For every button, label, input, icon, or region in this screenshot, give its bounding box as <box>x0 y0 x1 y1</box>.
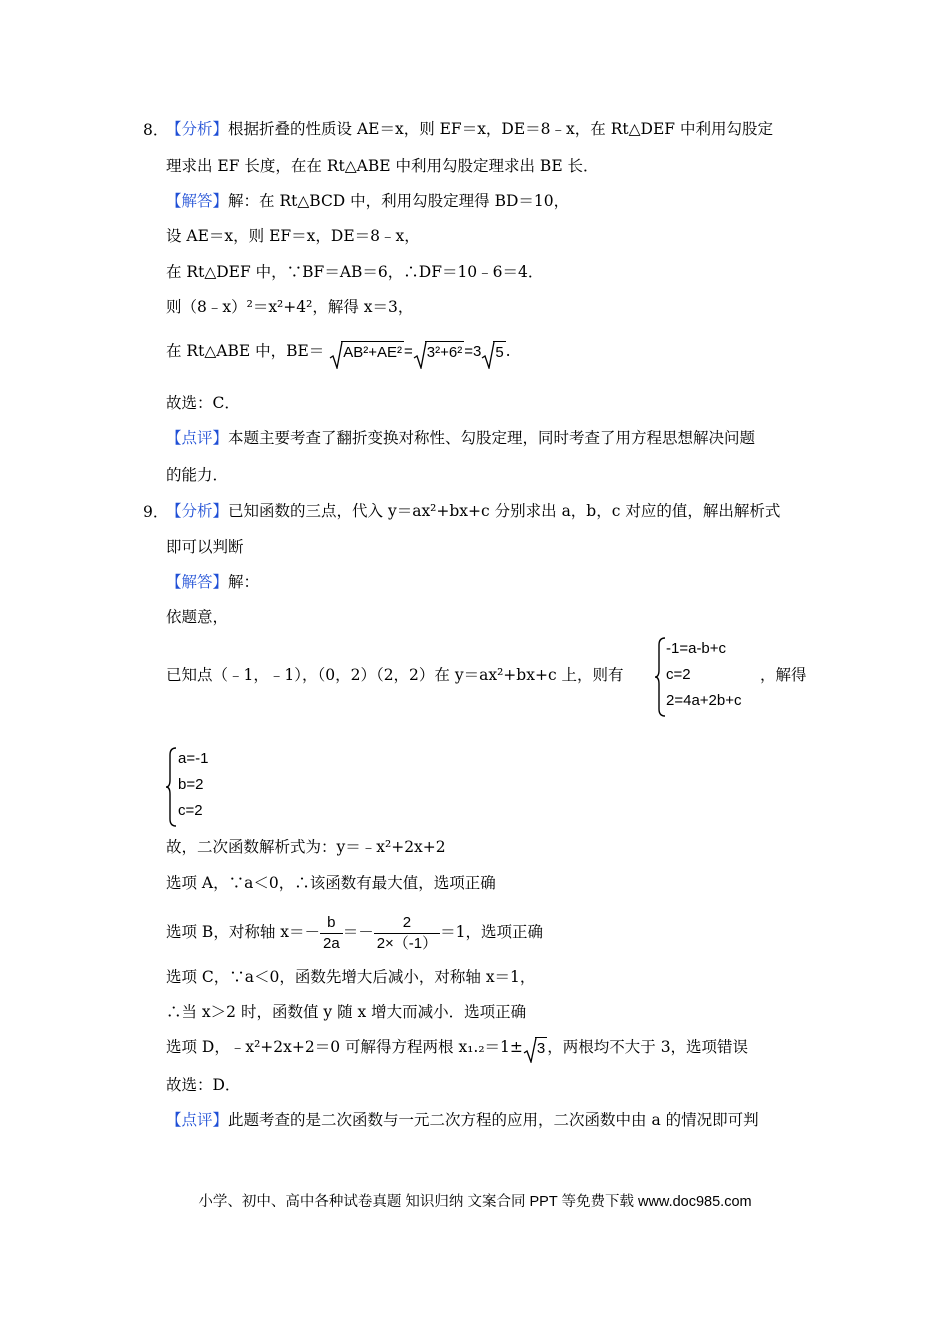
q9-expression: 故，二次函数解析式为：y＝﹣x²+2x+2 <box>166 838 446 856</box>
q8-solution-line3: 在 Rt△DEF 中，∵BF＝AB＝6，∴DF＝10﹣6＝4． <box>166 263 544 281</box>
q8-solution-line4: 则（8﹣x）²＝x²+4²，解得 x＝3， <box>166 298 414 316</box>
q9-solve-word: ，解得 <box>760 666 807 684</box>
q9-solution-line1 <box>166 571 259 593</box>
q9-option-d <box>166 1036 748 1060</box>
q9-analysis-text1: 已知函数的三点，代入 y＝ax²+bx+c 分别求出 a，b，c 对应的值，解出解析式 <box>228 502 781 520</box>
system1-row3: 2=4a+2b+c <box>666 692 742 709</box>
q8-analysis-text1: 根据折叠的性质设 AE＝x，则 EF＝x，DE＝8﹣x，在 Rt△DEF 中利用勾股定 <box>228 120 773 138</box>
frac1-denominator: 2a <box>323 934 340 952</box>
eq-sign-1: = <box>404 343 413 360</box>
q9-number: 9． <box>143 503 169 521</box>
sqrt-5 <box>481 341 505 364</box>
q8-solution-text1: 解：在 Rt△BCD 中，利用勾股定理得 BD＝10， <box>228 192 570 210</box>
q8-solution-line2: 设 AE＝x，则 EF＝x，DE＝8﹣x， <box>166 227 420 245</box>
q8-solution-line5 <box>166 340 511 364</box>
q8-period: . <box>505 342 511 360</box>
q8-comment-line2: 的能力． <box>166 466 229 484</box>
optd-prefix: 选项 D，﹣x²+2x+2＝0 可解得方程两根 x₁.₂＝1± <box>166 1038 523 1056</box>
q9-known-points: 已知点（﹣1，﹣1），（0，2）（2，2）在 y＝ax²+bx+c 上，则有 <box>166 666 624 684</box>
eq-sign-2: =3 <box>464 343 482 360</box>
system2-row3: c=2 <box>178 802 203 819</box>
radicand-3-6: 3²+6² <box>425 341 464 364</box>
q8-comment-text1: 本题主要考查了翻折变换对称性、勾股定理，同时考查了用方程思想解决问题 <box>228 429 756 447</box>
q9-option-a: 选项 A，∵a＜0，∴该函数有最大值，选项正确 <box>166 874 496 892</box>
frac1-numerator: b <box>320 913 343 934</box>
optd-suffix: ，两根均不大于 3，选项错误 <box>547 1038 749 1056</box>
left-brace-icon <box>165 747 177 827</box>
sqrt-ab-ae <box>329 341 404 364</box>
sqrt-3 <box>523 1037 547 1060</box>
fraction-b-2a <box>320 913 343 954</box>
fraction-2-over <box>374 913 440 954</box>
radicand-3: 3 <box>535 1037 547 1060</box>
system2-row2: b=2 <box>178 776 204 793</box>
optb-mid: ＝－ <box>342 923 374 941</box>
q9-solution-tag: 【解答】 <box>166 573 229 591</box>
sqrt-3-6 <box>413 341 464 364</box>
radicand-ab-ae: AB²+AE² <box>341 341 404 364</box>
q8-number: 8． <box>143 121 169 139</box>
q9-option-c1: 选项 C，∵a＜0，函数先增大后减小，对称轴 x＝1， <box>166 968 536 986</box>
optb-suffix: ＝1，选项正确 <box>440 923 544 941</box>
q8-choose: 故选：C． <box>166 394 240 412</box>
q9-choose: 故选：D． <box>166 1076 241 1094</box>
q9-analysis-line2: 即可以判断 <box>166 538 244 556</box>
q8-solution-tag: 【解答】 <box>166 192 229 210</box>
q9-solution-label: 解： <box>228 573 260 591</box>
radicand-5: 5 <box>493 341 505 364</box>
q8-comment-line1 <box>166 427 755 449</box>
q8-analysis-tag: 【分析】 <box>166 120 229 138</box>
frac2-denominator: 2×（-1） <box>376 934 438 952</box>
q8-analysis-line1 <box>166 118 773 140</box>
q9-analysis-line1 <box>166 500 780 522</box>
equation-system-2 <box>165 746 208 824</box>
q9-analysis-tag: 【分析】 <box>166 502 229 520</box>
equation-system-1 <box>654 636 742 714</box>
q9-comment-line1 <box>166 1109 759 1131</box>
q9-option-b <box>166 910 543 954</box>
q9-solution-intro: 依题意， <box>166 608 229 626</box>
left-brace-icon <box>654 637 666 717</box>
optb-prefix: 选项 B，对称轴 x＝－ <box>166 923 320 941</box>
q8-analysis-line2: 理求出 EF 长度，在在 Rt△ABE 中利用勾股定理求出 BE 长． <box>166 157 599 175</box>
page-footer: 小学、初中、高中各种试卷真题 知识归纳 文案合同 PPT 等免费下载 www.doc985.com <box>198 1194 752 1210</box>
system1-row2: c=2 <box>666 666 691 683</box>
q8-be-prefix: 在 Rt△ABE 中，BE＝ <box>166 342 325 360</box>
q9-option-c2: ∴当 x＞2 时，函数值 y 随 x 增大而减小．选项正确 <box>166 1003 527 1021</box>
system1-row1: -1=a-b+c <box>666 640 727 657</box>
q8-comment-tag: 【点评】 <box>166 429 229 447</box>
q8-solution-line1 <box>166 190 569 212</box>
q9-comment-tag: 【点评】 <box>166 1111 229 1129</box>
frac2-numerator: 2 <box>374 913 440 934</box>
q9-comment-text1: 此题考查的是二次函数与一元二次方程的应用，二次函数中由 a 的情况即可判 <box>228 1111 759 1129</box>
system2-row1: a=-1 <box>178 750 209 767</box>
